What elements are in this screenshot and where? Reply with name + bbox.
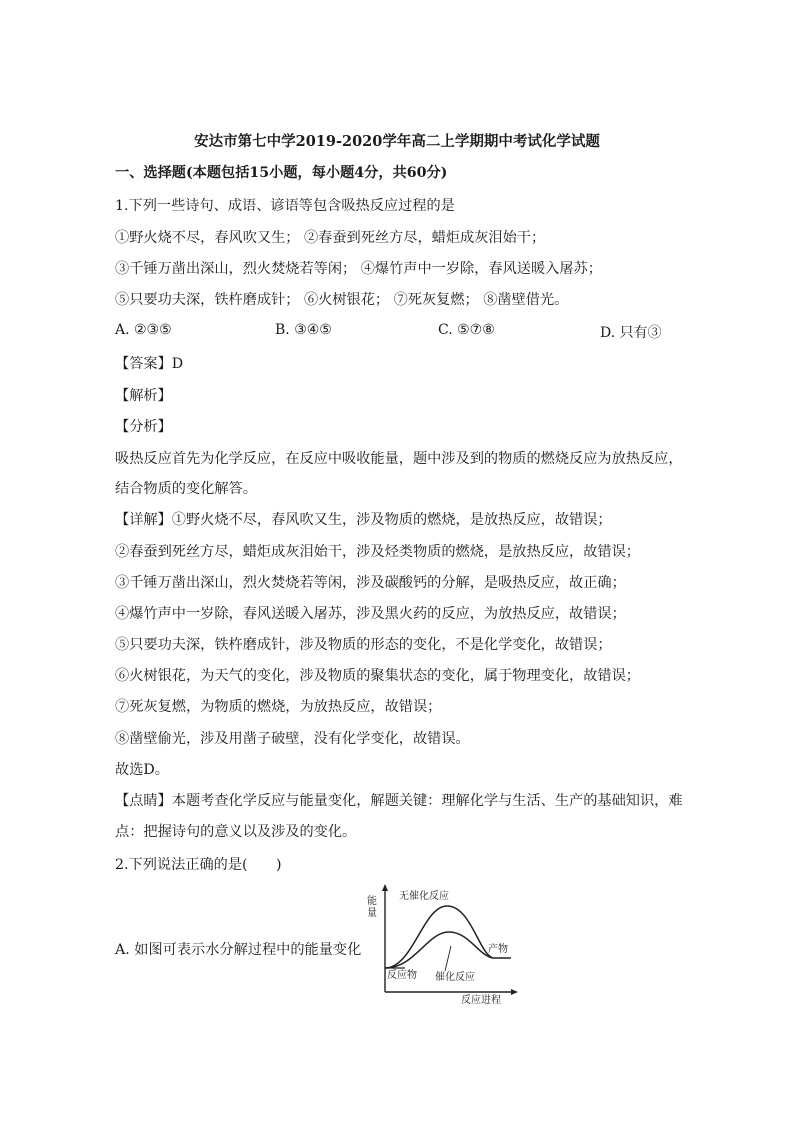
jiexi-label: 【解析】 xyxy=(115,388,172,404)
x-axis-label: 反应进程 xyxy=(461,995,501,1006)
catalyzed-label: 催化反应 xyxy=(435,972,475,983)
page-title: 安达市第七中学2019-2020学年高二上学期期中考试化学试题 xyxy=(194,133,600,150)
question-2-option-a: A. 如图可表示水分解过程中的能量变化 xyxy=(115,942,362,958)
conclusion-line: 故选D。 xyxy=(115,762,169,778)
question-1-item: ③千锤万凿出深山，烈火焚烧若等闲； ④爆竹声中一岁除，春风送暖入屠苏； xyxy=(115,261,602,277)
analysis-line: 结合物质的变化解答。 xyxy=(115,481,257,497)
reactant-label: 反应物 xyxy=(387,970,417,981)
y-axis-label-2: 量 xyxy=(367,908,377,919)
pointing-line: 【点睛】本题考查化学反应与能量变化，解题关键：理解化学与生活、生产的基础知识，难 xyxy=(115,793,683,809)
option-d: D. 只有③ xyxy=(600,325,662,341)
question-1-stem: 1.下列一些诗句、成语、谚语等包含吸热反应过程的是 xyxy=(115,198,455,214)
energy-diagram xyxy=(367,882,520,1006)
answer-label: 【答案】D xyxy=(115,356,184,372)
y-axis-label-1: 能 xyxy=(367,896,377,907)
question-1-item: ⑤只要功夫深，铁杵磨成针； ⑥火树银花； ⑦死灰复燃； ⑧凿壁借光。 xyxy=(115,292,569,308)
detail-line: ③千锤万凿出深山，烈火焚烧若等闲，涉及碳酸钙的分解，是吸热反应，故正确； xyxy=(115,575,626,591)
detail-line: ⑤只要功夫深，铁杵磨成针，涉及物质的形态的变化，不是化学变化，故错误； xyxy=(115,637,612,653)
fenxi-label: 【分析】 xyxy=(115,419,172,435)
detail-line: ②春蚕到死丝方尽，蜡炬成灰泪始干，涉及烃类物质的燃烧，是放热反应，故错误； xyxy=(115,544,640,560)
product-label: 产物 xyxy=(488,944,508,955)
detail-line: ⑥火树银花，为天气的变化，涉及物质的聚集状态的变化，属于物理变化，故错误； xyxy=(115,668,640,684)
uncatalyzed-label: 无催化反应 xyxy=(399,891,449,902)
x-axis-arrow-icon xyxy=(511,989,518,995)
question-2-stem: 2.下列说法正确的是( ) xyxy=(115,857,282,873)
pointing-line: 点：把握诗句的意义以及涉及的变化。 xyxy=(115,824,357,840)
question-1-item: ①野火烧不尽，春风吹又生； ②春蚕到死丝方尽，蜡炬成灰泪始干； xyxy=(115,230,546,246)
y-axis-arrow-icon xyxy=(382,884,388,891)
detail-line: ④爆竹声中一岁除，春风送暖入屠苏，涉及黑火药的反应，为放热反应，故错误； xyxy=(115,606,626,622)
option-a: A. ②③⑤ xyxy=(115,322,172,338)
catalyzed-pointer xyxy=(445,946,451,971)
option-b: B. ③④⑤ xyxy=(275,322,332,338)
section-heading: 一、选择题(本题包括15小题，每小题4分，共60分) xyxy=(115,165,448,181)
detail-line: ⑧凿壁偷光，涉及用凿子破壁，没有化学变化，故错误。 xyxy=(115,731,470,747)
option-c: C. ⑤⑦⑧ xyxy=(438,322,495,338)
detail-line: 【详解】①野火烧不尽，春风吹又生，涉及物质的燃烧，是放热反应，故错误； xyxy=(115,512,612,528)
analysis-line: 吸热反应首先为化学反应，在反应中吸收能量，题中涉及到的物质的燃烧反应为放热反应， xyxy=(115,451,683,467)
detail-line: ⑦死灰复燃，为物质的燃烧，为放热反应，故错误； xyxy=(115,699,442,715)
